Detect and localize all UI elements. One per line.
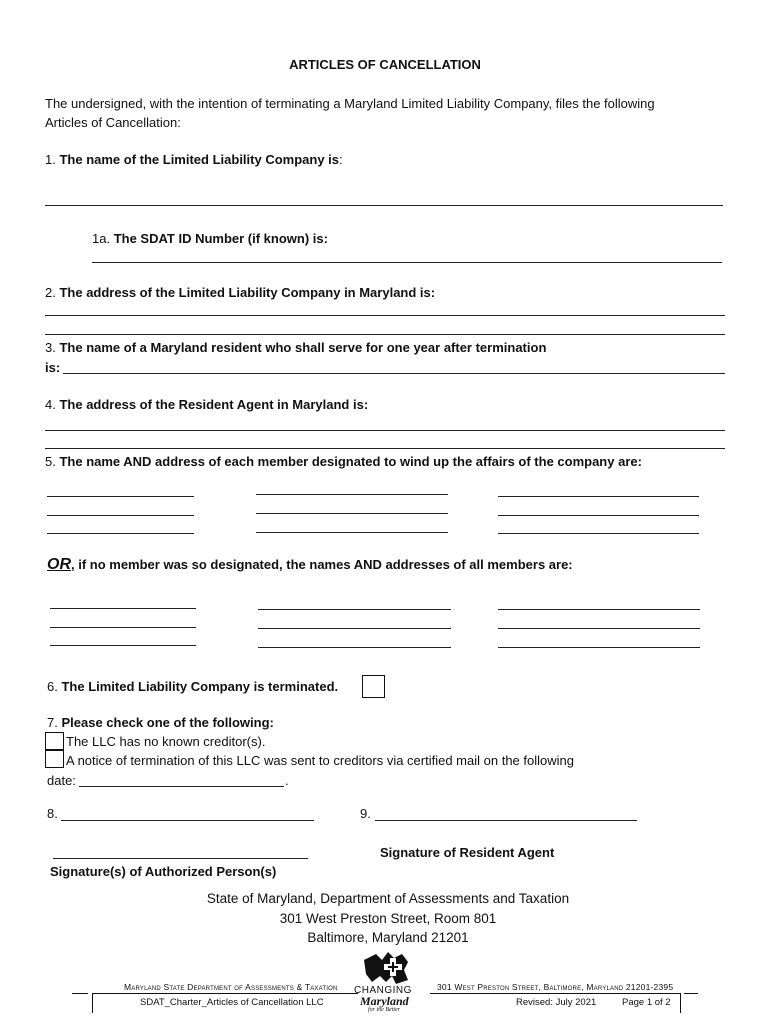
member-field[interactable] bbox=[258, 647, 451, 648]
item-1-text: The name of the Limited Liability Company is bbox=[59, 152, 340, 167]
item-6-label bbox=[47, 679, 338, 694]
item-5-number: 5. bbox=[45, 454, 56, 469]
member-field[interactable] bbox=[498, 647, 700, 648]
item-3-number: 3. bbox=[45, 340, 56, 355]
date-period: . bbox=[285, 773, 289, 788]
agency-city: Baltimore, Maryland 21201 bbox=[307, 930, 469, 945]
footer-revised-date: Revised: July 2021 bbox=[516, 997, 597, 1008]
logo-changing-text: CHANGING bbox=[354, 985, 412, 996]
item-4-number: 4. bbox=[45, 397, 56, 412]
item-2-text: The address of the Limited Liability Company in Maryland is: bbox=[59, 285, 436, 300]
item-1a-number: 1a. bbox=[92, 231, 111, 246]
notice-sent-option-label: A notice of termination of this LLC was sent to creditors via certified mail on the following bbox=[66, 753, 574, 768]
authorized-signature-field[interactable] bbox=[53, 858, 308, 859]
designated-member-field[interactable] bbox=[256, 513, 448, 514]
item-7-number: 7. bbox=[47, 715, 58, 730]
item-3-is-label: is: bbox=[45, 360, 61, 375]
intro-line-1: The undersigned, with the intention of terminating a Maryland Limited Liability Company, files the following bbox=[45, 96, 655, 111]
maryland-map-icon bbox=[362, 950, 412, 986]
item-5-text: The name AND address of each member designated to wind up the affairs of the company are: bbox=[59, 454, 642, 469]
footer-rule-right bbox=[430, 993, 680, 994]
llc-name-field[interactable] bbox=[45, 205, 723, 206]
document-title: ARTICLES OF CANCELLATION bbox=[289, 57, 481, 72]
logo-tagline: for the Better bbox=[368, 1007, 400, 1013]
authorized-signature-label: Signature(s) of Authorized Person(s) bbox=[50, 864, 277, 879]
notice-date-field[interactable] bbox=[79, 786, 284, 787]
resident-agent-address-field-1[interactable] bbox=[45, 430, 725, 431]
designated-member-field[interactable] bbox=[47, 496, 194, 497]
item-4-label bbox=[45, 397, 368, 412]
resident-agent-name-field[interactable] bbox=[63, 373, 725, 374]
agency-street: 301 West Preston Street, Room 801 bbox=[279, 911, 497, 926]
footer-address: 301 West Preston Street, Baltimore, Maryland 21201-2395 bbox=[437, 982, 674, 992]
designated-member-field[interactable] bbox=[498, 515, 699, 516]
item-1a-label bbox=[92, 231, 328, 246]
item-3-text: The name of a Maryland resident who shall serve for one year after termination bbox=[59, 340, 547, 355]
member-field[interactable] bbox=[50, 645, 196, 646]
terminated-checkbox[interactable] bbox=[362, 675, 385, 698]
member-field[interactable] bbox=[50, 627, 196, 628]
designated-member-field[interactable] bbox=[47, 515, 194, 516]
member-field[interactable] bbox=[498, 628, 700, 629]
signature-8-number: 8. bbox=[47, 806, 58, 821]
designated-member-field[interactable] bbox=[256, 494, 448, 495]
item-2-label bbox=[45, 285, 435, 300]
or-section-label bbox=[47, 556, 573, 574]
item-7-label bbox=[47, 715, 274, 730]
date-label: date: bbox=[47, 773, 76, 788]
item-1-colon: : bbox=[339, 152, 343, 167]
notice-sent-checkbox[interactable] bbox=[45, 750, 64, 768]
member-field[interactable] bbox=[258, 609, 451, 610]
signature-8-field[interactable] bbox=[61, 820, 314, 821]
agency-name: State of Maryland, Department of Assessments and Taxation bbox=[206, 891, 570, 906]
item-6-number: 6. bbox=[47, 679, 58, 694]
item-6-text: The Limited Liability Company is terminated. bbox=[61, 679, 339, 694]
item-5-label bbox=[45, 454, 642, 469]
item-1a-text: The SDAT ID Number (if known) is: bbox=[113, 231, 328, 246]
or-section-text: , if no member was so designated, the names AND addresses of all members are: bbox=[71, 557, 573, 572]
signature-9-field[interactable] bbox=[375, 820, 637, 821]
intro-line-2: Articles of Cancellation: bbox=[45, 115, 181, 130]
resident-agent-signature-label: Signature of Resident Agent bbox=[380, 845, 555, 860]
no-creditors-checkbox[interactable] bbox=[45, 732, 64, 750]
designated-member-field[interactable] bbox=[498, 496, 699, 497]
designated-member-field[interactable] bbox=[256, 532, 448, 533]
designated-member-field[interactable] bbox=[47, 533, 194, 534]
signature-9-number: 9. bbox=[360, 806, 371, 821]
sdat-id-field[interactable] bbox=[92, 262, 722, 263]
footer-rule-left bbox=[92, 993, 358, 994]
item-7-text: Please check one of the following: bbox=[61, 715, 274, 730]
no-creditors-option-label: The LLC has no known creditor(s). bbox=[66, 734, 266, 749]
llc-address-field-1[interactable] bbox=[45, 315, 725, 316]
llc-address-field-2[interactable] bbox=[45, 334, 725, 335]
footer-tick-left bbox=[92, 993, 93, 1013]
designated-member-field[interactable] bbox=[498, 533, 699, 534]
member-field[interactable] bbox=[258, 628, 451, 629]
resident-agent-address-field-2[interactable] bbox=[45, 448, 725, 449]
item-2-number: 2. bbox=[45, 285, 56, 300]
member-field[interactable] bbox=[498, 609, 700, 610]
footer-form-name: SDAT_Charter_Articles of Cancellation LLC bbox=[140, 997, 324, 1008]
or-keyword: OR bbox=[47, 556, 71, 573]
item-1-label bbox=[45, 152, 343, 167]
maryland-logo bbox=[350, 950, 430, 1016]
item-3-label bbox=[45, 340, 546, 355]
footer-page-number: Page 1 of 2 bbox=[622, 997, 671, 1008]
logo-maryland-text: Maryland bbox=[360, 994, 409, 1008]
member-field[interactable] bbox=[50, 608, 196, 609]
item-4-text: The address of the Resident Agent in Maryland is: bbox=[59, 397, 369, 412]
footer-agency-name: Maryland State Department of Assessments & Taxation bbox=[124, 982, 338, 992]
footer-stub-right bbox=[684, 993, 698, 994]
footer-tick-right bbox=[680, 993, 681, 1013]
footer-stub-left bbox=[72, 993, 88, 994]
item-1-number: 1. bbox=[45, 152, 56, 167]
